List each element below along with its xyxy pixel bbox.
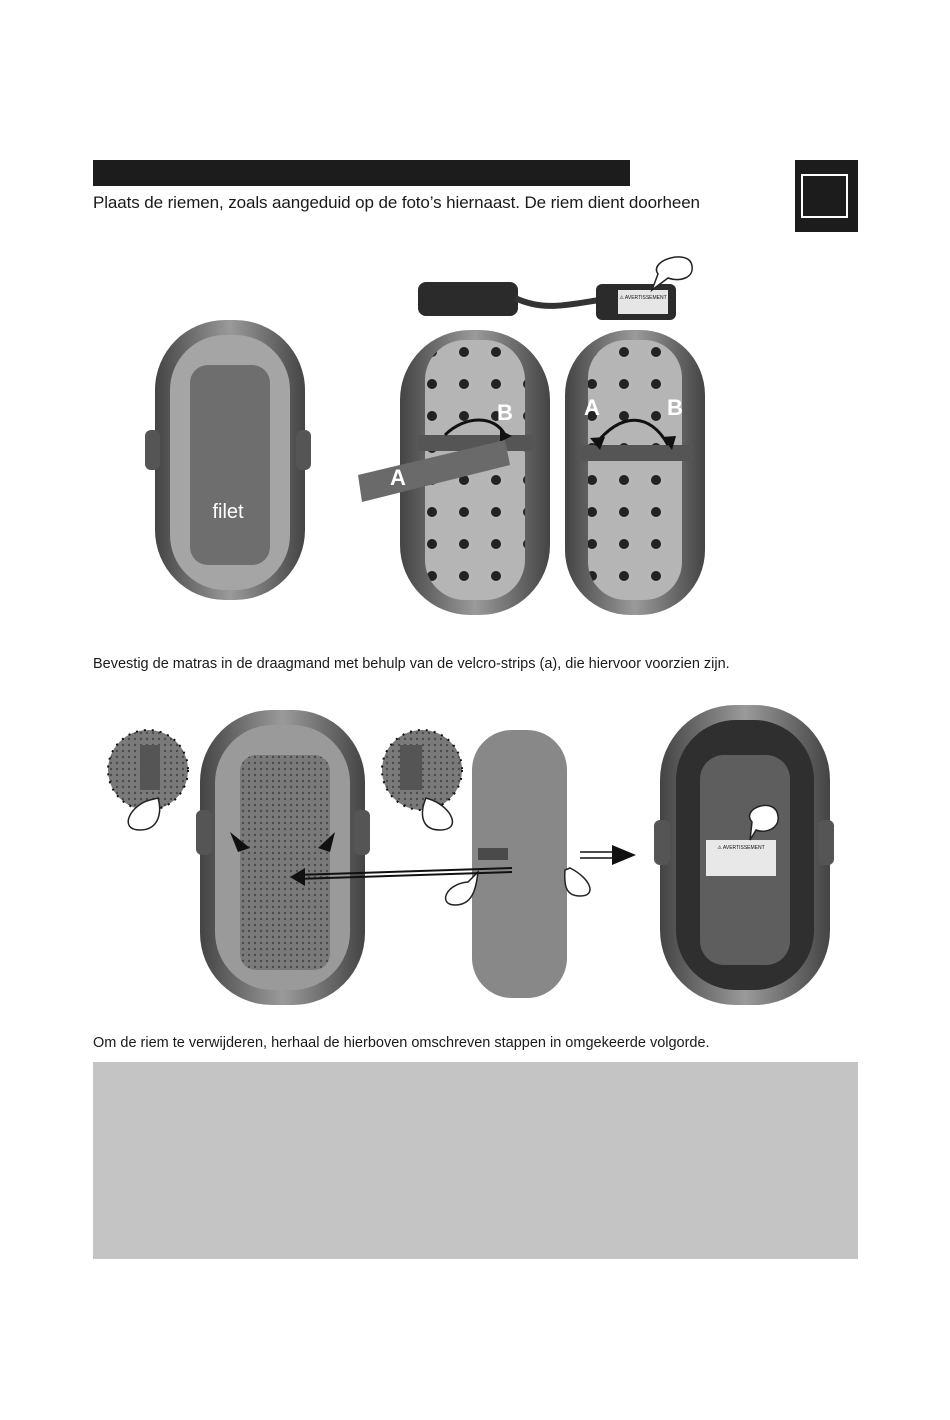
- velcro-zoom-right: [382, 730, 462, 830]
- intro-paragraph: Plaats de riemen, zoals aangeduid op de foto’s hiernaast. De riem dient doorheen: [93, 193, 700, 212]
- mattress-warning-label: ⚠ AVERTISSEMENT: [717, 845, 765, 851]
- result-arrow: [580, 845, 636, 865]
- carrycot-mesh-photo: [196, 710, 370, 1005]
- mattress-instruction: Bevestig de matras in de draagmand met behulp van de velcro-strips (a), die hiervoor voorzien zijn.: [93, 656, 730, 672]
- figure-mattress-fixing: [0, 700, 950, 1020]
- removal-instruction: Om de riem te verwijderen, herhaal de hierboven omschreven stappen in omgekeerde volgorde.: [93, 1035, 710, 1051]
- strap-label-a-1: A: [390, 465, 406, 490]
- strap-label-b-1: B: [497, 400, 513, 425]
- strap-label-a-2: A: [584, 395, 600, 420]
- carrycot-finished-photo: [654, 705, 834, 1005]
- carrycot-interior-photo: [145, 320, 311, 600]
- callout-bubble-middle: [423, 798, 453, 830]
- grey-notice-panel: [93, 1062, 858, 1259]
- callout-bubble-mattress-right: [565, 868, 590, 896]
- mattress-photo: [446, 730, 590, 998]
- language-tab-box: [801, 174, 848, 218]
- language-tab: [795, 160, 858, 232]
- strap-warning-label: ⚠ AVERTISSEMENT: [619, 295, 667, 301]
- figure-strap-installation: [0, 240, 950, 620]
- carrycot-underside-photo-1: [358, 330, 550, 615]
- section-title-bar: [93, 160, 630, 186]
- velcro-zoom-left: [108, 730, 188, 830]
- net-label: filet: [212, 501, 244, 523]
- carrycot-underside-photo-2: [565, 330, 705, 615]
- strap-accessory-photo: [418, 257, 692, 320]
- strap-label-b-2: B: [667, 395, 683, 420]
